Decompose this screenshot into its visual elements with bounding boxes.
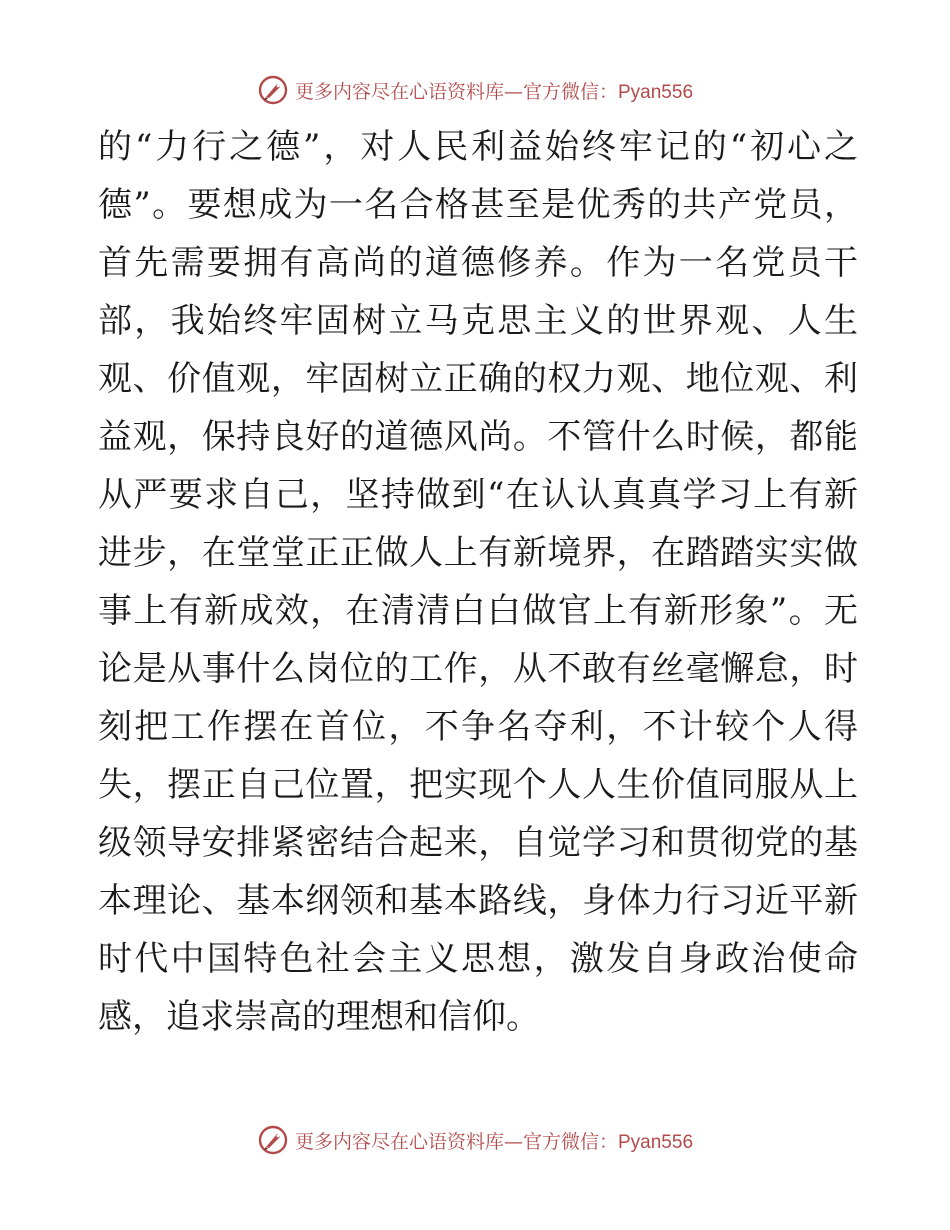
banner-text — [295, 1127, 693, 1154]
body-line: 观、价值观，牢固树立正确的权力观、地位观、利 — [98, 359, 858, 399]
banner-title: 更多内容尽在心语资料库—官方微信： — [294, 80, 618, 103]
body-line: 失，摆正自己位置，把实现个人人生价值同服从上 — [98, 765, 858, 805]
body-line: 德”。要想成为一名合格甚至是优秀的共产党员， — [98, 185, 858, 225]
body-line: 本理论、基本纲领和基本路线，身体力行习近平新 — [98, 881, 858, 921]
pen-nib-logo-icon — [257, 74, 289, 106]
body-line: 刻把工作摆在首位，不争名夺利，不计较个人得 — [98, 707, 858, 747]
footer-banner — [0, 1120, 950, 1160]
banner-wechat-id: Pyan556 — [618, 81, 694, 103]
body-line: 事上有新成效，在清清白白做官上有新形象”。无 — [98, 591, 858, 631]
banner-text — [295, 77, 693, 104]
body-line: 的“力行之德”，对人民利益始终牢记的“初心之 — [98, 127, 858, 167]
pen-nib-logo-icon — [257, 1124, 289, 1156]
banner-title: 更多内容尽在心语资料库—官方微信： — [294, 1130, 618, 1153]
body-line: 感，追求崇高的理想和信仰。 — [98, 997, 540, 1037]
body-line: 时代中国特色社会主义思想，激发自身政治使命 — [98, 939, 858, 979]
document-body — [98, 118, 858, 1046]
body-line: 首先需要拥有高尚的道德修养。作为一名党员干 — [98, 243, 858, 283]
body-line: 论是从事什么岗位的工作，从不敢有丝毫懈怠，时 — [98, 649, 858, 689]
body-line: 从严要求自己，坚持做到“在认认真真学习上有新 — [98, 475, 858, 515]
body-line: 进步，在堂堂正正做人上有新境界，在踏踏实实做 — [98, 533, 858, 573]
body-line: 部，我始终牢固树立马克思主义的世界观、人生 — [98, 301, 858, 341]
header-banner — [0, 70, 950, 110]
body-line: 级领导安排紧密结合起来，自觉学习和贯彻党的基 — [98, 823, 858, 863]
body-line: 益观，保持良好的道德风尚。不管什么时候，都能 — [98, 417, 858, 457]
banner-wechat-id: Pyan556 — [618, 1131, 694, 1153]
